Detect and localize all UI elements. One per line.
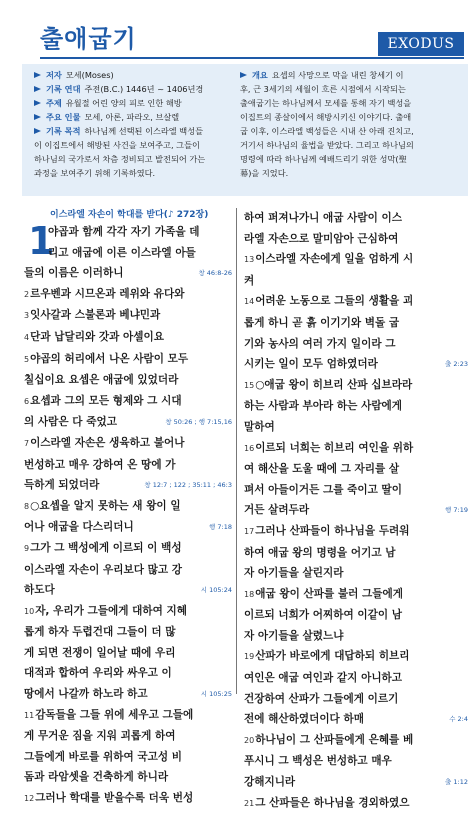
verse-text: 요셉과 그의 모든 형제와 그 시대 <box>30 394 182 407</box>
verse-line <box>24 517 232 538</box>
verse-text: 켜 <box>244 274 255 287</box>
verse-text: 리고 애굽에 이른 이스라엘 아들 <box>48 246 196 259</box>
verse-number: 21 <box>244 798 255 808</box>
verse-line <box>24 663 232 684</box>
info-author: 저자 모세(Moses) <box>34 68 228 82</box>
verse-line <box>244 396 468 417</box>
triangle-bullet-icon <box>34 86 41 92</box>
verse-line <box>24 767 232 788</box>
verse-line <box>244 521 468 543</box>
cross-reference: 시 105:24 <box>200 586 232 595</box>
verse-text: 롭게 하니 곧 흙 이기기와 벽돌 굽 <box>244 316 400 329</box>
triangle-bullet-icon <box>34 114 41 120</box>
verse-text: 하여 퍼져나가니 애굽 사람이 이스 <box>244 212 403 224</box>
verse-text: 하는 사람과 부아라 하는 사람에게 <box>244 400 403 413</box>
verse-line <box>244 668 468 689</box>
verse-text: 그러나 산파들이 하나님을 두려워 <box>255 524 410 537</box>
verse-line <box>244 500 468 521</box>
cross-reference: 시 105:25 <box>200 690 232 699</box>
verse-line <box>24 305 232 327</box>
verse-text: 그가 그 백성에게 이르되 이 백성 <box>30 541 182 554</box>
verse-line <box>24 726 232 747</box>
intro-left-column <box>34 68 228 180</box>
verse-text: 돔과 라암셋을 건축하게 하니라 <box>24 771 169 784</box>
verse-line <box>244 354 468 375</box>
verse-text: 롭게 하자 두렵건대 그들이 더 많 <box>24 626 176 639</box>
cross-reference: 창 46:8-26 <box>198 269 232 278</box>
overview-line: 이집트의 종살이에서 해방시키신 이야기다. 출애 <box>240 112 412 122</box>
verse-text: 강해지니라 <box>244 776 296 789</box>
verse-text: 이르되 너희는 히브리 여인을 위하 <box>255 441 414 454</box>
verse-text: 여인은 애굽 여인과 같지 아니하고 <box>244 672 403 685</box>
verse-line <box>24 412 232 433</box>
verse-number: 15 <box>244 380 255 390</box>
verse-line <box>24 349 232 371</box>
verse-text: 이스라엘 자손은 생육하고 불어나 <box>30 436 185 449</box>
verse-text: 어나 애굽을 다스리더니 <box>24 521 134 534</box>
verse-line <box>244 563 468 584</box>
verse-line <box>244 480 468 501</box>
verse-line <box>24 370 232 391</box>
verse-line <box>24 705 232 727</box>
book-english-badge: EXODUS <box>378 32 464 56</box>
verse-number: 19 <box>244 652 255 662</box>
verse-text: 그들에게 바로를 위하여 국고성 비 <box>24 750 183 763</box>
verse-number: 11 <box>24 710 35 720</box>
verse-text: 게 되면 전쟁이 일어날 때에 우리 <box>24 646 176 659</box>
info-overview: 개요 요셉의 사망으로 막을 내린 창세기 이 <box>240 68 462 82</box>
verse-line <box>244 208 468 229</box>
verse-line <box>244 543 468 564</box>
verse-number: 20 <box>244 735 255 745</box>
verse-number: 2 <box>24 289 30 299</box>
verse-text: 들의 이름은 이러하니 <box>24 267 124 280</box>
verse-line <box>24 560 232 581</box>
verse-line <box>24 243 232 264</box>
verse-line <box>24 263 232 284</box>
verse-text: 잇사갈과 스불론과 베냐민과 <box>30 309 161 322</box>
verse-line <box>24 433 232 455</box>
verse-text: 득하게 되었더라 <box>24 479 100 492</box>
chapter-number: 1 <box>28 219 55 263</box>
verse-text: 의 사람은 다 죽었고 <box>24 416 117 429</box>
verse-line <box>244 249 468 271</box>
scripture-right-column <box>244 208 468 814</box>
verse-text: 푸시니 그 백성은 번성하고 매우 <box>244 755 392 768</box>
triangle-bullet-icon <box>34 72 41 78</box>
verse-line <box>24 455 232 476</box>
verse-text: 칠십이요 요셉은 애굽에 있었더라 <box>24 374 179 387</box>
verse-text: 하도다 <box>24 584 55 597</box>
info-date: 기록 연대 주전(B.C.) 1446년 ~ 1406년경 <box>34 82 228 96</box>
verse-text: 건장하여 산파가 그들에게 이르기 <box>244 692 399 705</box>
verse-text: 하나님이 그 산파들에게 은혜를 베 <box>255 733 414 746</box>
verse-number: 18 <box>244 589 255 599</box>
verse-line <box>244 709 468 730</box>
purpose-line: 이 이집트에서 해방된 사건을 보여주고, 그들이 <box>34 140 200 150</box>
verse-text: 펴서 아들이거든 그를 죽이고 딸이 <box>244 483 403 496</box>
verse-line <box>244 459 468 480</box>
purpose-line: 하나님의 국가로서 차츰 정비되고 발전되어 가는 <box>34 154 206 164</box>
verse-text: 여 해산을 도울 때에 그 자리를 살 <box>244 463 400 476</box>
cross-reference: 행 7:19 <box>445 506 468 515</box>
verse-text: 라엘 자손으로 말미암아 근심하여 <box>244 232 399 245</box>
verse-line <box>244 375 468 397</box>
verse-number: 5 <box>24 354 30 364</box>
verse-line <box>244 334 468 355</box>
cross-reference: 행 7:18 <box>209 523 232 532</box>
verse-line <box>24 643 232 664</box>
verse-number: 10 <box>24 606 35 616</box>
verse-line <box>24 222 232 243</box>
verse-number: 14 <box>244 297 255 307</box>
verse-number: 7 <box>24 438 30 448</box>
cross-reference: 출 1:12 <box>445 778 468 787</box>
verse-text: 야곱과 함께 각각 자기 가족을 데 <box>48 226 200 238</box>
verse-line <box>244 271 468 292</box>
cross-reference: 창 12:7 ; 122 ; 35:11 ; 46:3 <box>144 481 232 490</box>
verse-text: 이르되 너희가 어찌하여 이같이 남 <box>244 609 403 622</box>
column-divider <box>236 208 237 694</box>
verse-line <box>24 601 232 623</box>
verse-line <box>24 475 232 496</box>
verse-line <box>244 417 468 438</box>
verse-line <box>244 689 468 710</box>
verse-line <box>24 580 232 601</box>
verse-line <box>24 284 232 306</box>
overview-line: 幕)을 지었다. <box>240 168 289 178</box>
verse-line <box>244 313 468 334</box>
cross-reference: 출 2:23 <box>445 360 468 369</box>
verse-text: ○애굽 왕이 히브리 산파 십브라라 <box>255 378 413 391</box>
verse-number: 6 <box>24 396 30 406</box>
purpose-line: 과정을 보여주기 위해 기록하였다. <box>34 168 156 178</box>
triangle-bullet-icon <box>240 72 247 78</box>
verse-number: 17 <box>244 526 255 536</box>
verse-number: 12 <box>24 794 35 804</box>
verse-text: 거든 살려두라 <box>244 504 310 517</box>
verse-text: 대적과 합하여 우리와 싸우고 이 <box>24 667 172 680</box>
verse-text: 시키는 일이 모두 엄하였더라 <box>244 358 378 371</box>
overview-line: 후, 근 3세기의 세월이 흐른 시점에서 시작되는 <box>240 84 406 94</box>
verse-line <box>24 622 232 643</box>
overview-line: 굽 이후, 이스라엘 백성들은 시내 산 아래 진치고, <box>240 126 414 136</box>
intro-right-column <box>240 68 462 180</box>
verse-text: 르우벤과 시므온과 레위와 유다와 <box>30 287 185 300</box>
verse-line <box>24 684 232 705</box>
triangle-bullet-icon <box>34 100 41 106</box>
verse-line <box>244 584 468 606</box>
scripture-left-column <box>24 208 232 810</box>
info-purpose: 기록 목적 하나님께 선택된 이스라엘 백성들 <box>34 124 228 138</box>
info-theme: 주제 유월절 어린 양의 피로 인한 해방 <box>34 96 228 110</box>
verse-text: 말하여 <box>244 420 275 433</box>
verse-number: 4 <box>24 332 30 342</box>
verse-line <box>24 788 232 810</box>
overview-line: 출애굽기는 하나님께서 모세를 통해 자기 백성을 <box>240 98 412 108</box>
verse-line <box>244 730 468 752</box>
verse-number: 16 <box>244 443 255 453</box>
verse-number: 3 <box>24 311 30 321</box>
verse-text: 번성하고 매우 강하여 온 땅에 가 <box>24 458 176 471</box>
cross-reference: 수 2:4 <box>449 715 468 724</box>
verse-text: 그러나 학대를 받을수록 더욱 번성 <box>35 792 194 805</box>
verse-text: 감독들을 그들 위에 세우고 그들에 <box>35 708 194 721</box>
overview-line: 거기서 하나님의 율법을 받았다. 그리고 하나님의 <box>240 140 414 150</box>
verse-line <box>244 772 468 793</box>
verse-line <box>244 626 468 647</box>
overview-line: 명령에 따라 하나님께 예배드리기 위한 성막(聖 <box>240 154 407 164</box>
verse-line <box>24 747 232 768</box>
info-persons: 주요 인물 모세, 아론, 파라오, 브살렐 <box>34 110 228 124</box>
verse-line <box>244 229 468 250</box>
verse-text: 이스라엘 자손이 우리보다 많고 강 <box>24 563 183 576</box>
verse-text: 애굽 왕이 산파를 불러 그들에게 <box>255 587 403 600</box>
verse-text: 자 아기들을 살렸느냐 <box>244 629 344 642</box>
verse-text: ○요셉을 알지 못하는 새 왕이 일 <box>30 499 181 512</box>
verse-text: 하여 애굽 왕의 명령을 어기고 남 <box>244 546 396 559</box>
verse-text: 어려운 노동으로 그들의 생활을 괴 <box>255 295 414 308</box>
verse-line <box>244 438 468 460</box>
page-header <box>0 0 476 64</box>
verse-text: 전에 해산하였더이다 하매 <box>244 713 364 726</box>
verse-text: 땅에서 나갈까 하노라 하고 <box>24 688 148 701</box>
cross-reference: 창 50:26 ; 행 7:15,16 <box>165 418 232 427</box>
verse-line <box>24 538 232 560</box>
verse-text: 산파가 바로에게 대답하되 히브리 <box>255 650 410 663</box>
verse-text: 기와 농사의 여러 가지 일이라 그 <box>244 337 396 350</box>
verse-text: 게 무거운 짐을 지워 괴롭게 하여 <box>24 730 176 743</box>
verse-number: 13 <box>244 255 255 265</box>
book-title: 출애굽기 <box>40 25 137 53</box>
section-heading: 이스라엘 자손이 학대를 받다(♪ 272장) <box>50 210 209 220</box>
verse-line <box>244 605 468 626</box>
verse-line <box>244 751 468 772</box>
verse-text: 이스라엘 자손에게 일을 엄하게 시 <box>255 253 414 266</box>
verse-line <box>24 391 232 413</box>
verse-text: 자 아기들을 살린지라 <box>244 567 344 580</box>
verse-text: 그 산파들은 하나님을 경외하였으 <box>255 796 410 809</box>
verse-line <box>24 327 232 349</box>
verse-number: 8 <box>24 501 30 511</box>
verse-text: 자, 우리가 그들에게 대하여 지혜 <box>35 604 187 617</box>
verse-text: 야곱의 허리에서 나온 사람이 모두 <box>30 352 189 365</box>
header-rule <box>40 57 464 59</box>
verse-line <box>244 291 468 313</box>
verse-line <box>24 496 232 518</box>
verse-line <box>244 793 468 814</box>
verse-line <box>244 646 468 668</box>
verse-text: 단과 납달리와 갓과 아셀이요 <box>30 330 164 343</box>
triangle-bullet-icon <box>34 128 41 134</box>
verse-number: 9 <box>24 543 30 553</box>
